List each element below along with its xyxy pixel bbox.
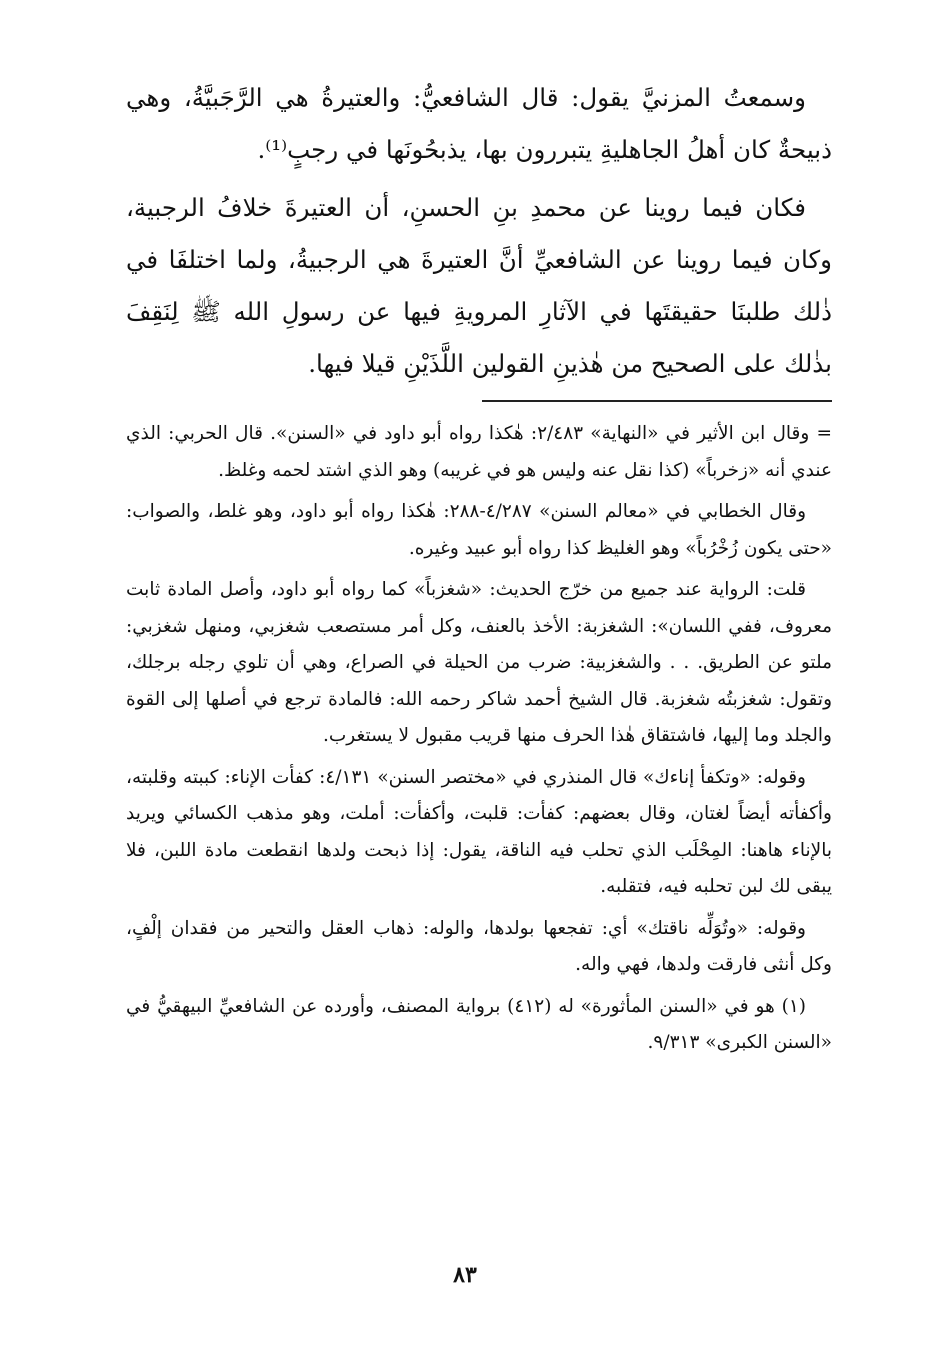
footnote-khattabi: وقال الخطابي في «معالم السنن» ٤/٢٨٧-٢٨٨: هٰكذا رواه أبو داود، وهو غلط، والصواب: «حتى يكون زُخْرُباً» وهو الغليظ كذا رواه أبو عبيد وغيره. — [126, 501, 832, 559]
page-number: ٨٣ — [453, 1262, 477, 1288]
footnote-continuation: = وقال ابن الأثير في «النهاية» ٢/٤٨٣: هٰكذا رواه أبو داود في «السنن». قال الحربي: الذي عندي أنه «زخرباً» (كذا نقل عنه وليس هو في غريبه) وهو الذي اشتد لحمه وغلظ. — [126, 423, 832, 481]
footnote-shaghzab: قلت: الرواية عند جميع من خرّج الحديث: «شغزباً» كما رواه أبو داود، وأصل المادة ثابت معروف، ففي اللسان»: الشغزبة: الأخذ بالعنف، وكل أمر مستصعب شغزبي، ومنهل شغزبي: ملتو عن الطريق. . . والشغزبية: ضرب من الحيلة في الصراع، وهي أن تلوي رجله برجلك، وتقول: شغزبتُه شغزبة. قال الشيخ أحمد شاكر رحمه الله: فالمادة ترجع في أصلها إلى القوة والجلد وما إليها، فاشتقاق هٰذا الحرف منها قريب مقبول لا يستغرب. — [126, 579, 832, 746]
footnote-separator — [482, 400, 832, 402]
footnote-takfa: وقوله: «وتكفأ إناءك» قال المنذري في «مختصر السنن» ٤/١٣١: كفأت الإناء: كببته وقلبته، وأكفأته أيضاً لغتان، وقال بعضهم: كفأت: قلبت، وأكفأت: أملت، وهو مذهب الكسائي ويريد بالإناء هاهنا: المِحْلَب الذي تحلب فيه الناقة، يقول: إذا ذبحت ولدها انقطعت مادة اللبن، فلا يبقى لك لبن تحلبه فيه، فتقلبه. — [126, 766, 832, 897]
footnote-tawallih: وقوله: «وتُوَلِّه ناقتك» أي: تفجعها بولدها، والوله: ذهاب العقل والتحير من فقدان إلْفٍ، وكل أنثى فارقت ولدها، فهي واله. — [126, 917, 832, 975]
footnote-1: (١) هو في «السنن المأثورة» له (٤١٢) برواية المصنف، وأورده عن الشافعيِّ البيهقيُّ في «السنن الكبرى» ٩/٣١٣. — [126, 995, 832, 1053]
main-paragraph-1: وسمعتُ المزنيَّ يقول: قال الشافعيُّ: والعتيرةُ هي الرَّجَبيَّةُ، وهي ذبيحةٌ كان أهلُ الجاهليةِ يتبررون بها، يذبحُونَها في رجبٍ⁽¹⁾. — [126, 83, 832, 164]
main-text — [126, 72, 832, 390]
main-paragraph-2: فكان فيما روينا عن محمدِ بنِ الحسنِ، أن العتيرةَ خلافُ الرجبية، وكان فيما روينا عن الشافعيِّ أنَّ العتيرةَ هي الرجبيةُ، ولما اختلفَا في ذٰلك طلبنَا حقيقتَها في الآثارِ المرويةِ فيها عن رسولِ الله ﷺ لِنَقِفَ بذٰلك على الصحيح من هٰذينِ القولين اللَّذَيْنِ قيلا فيها. — [126, 193, 832, 378]
footnotes — [126, 416, 832, 1066]
